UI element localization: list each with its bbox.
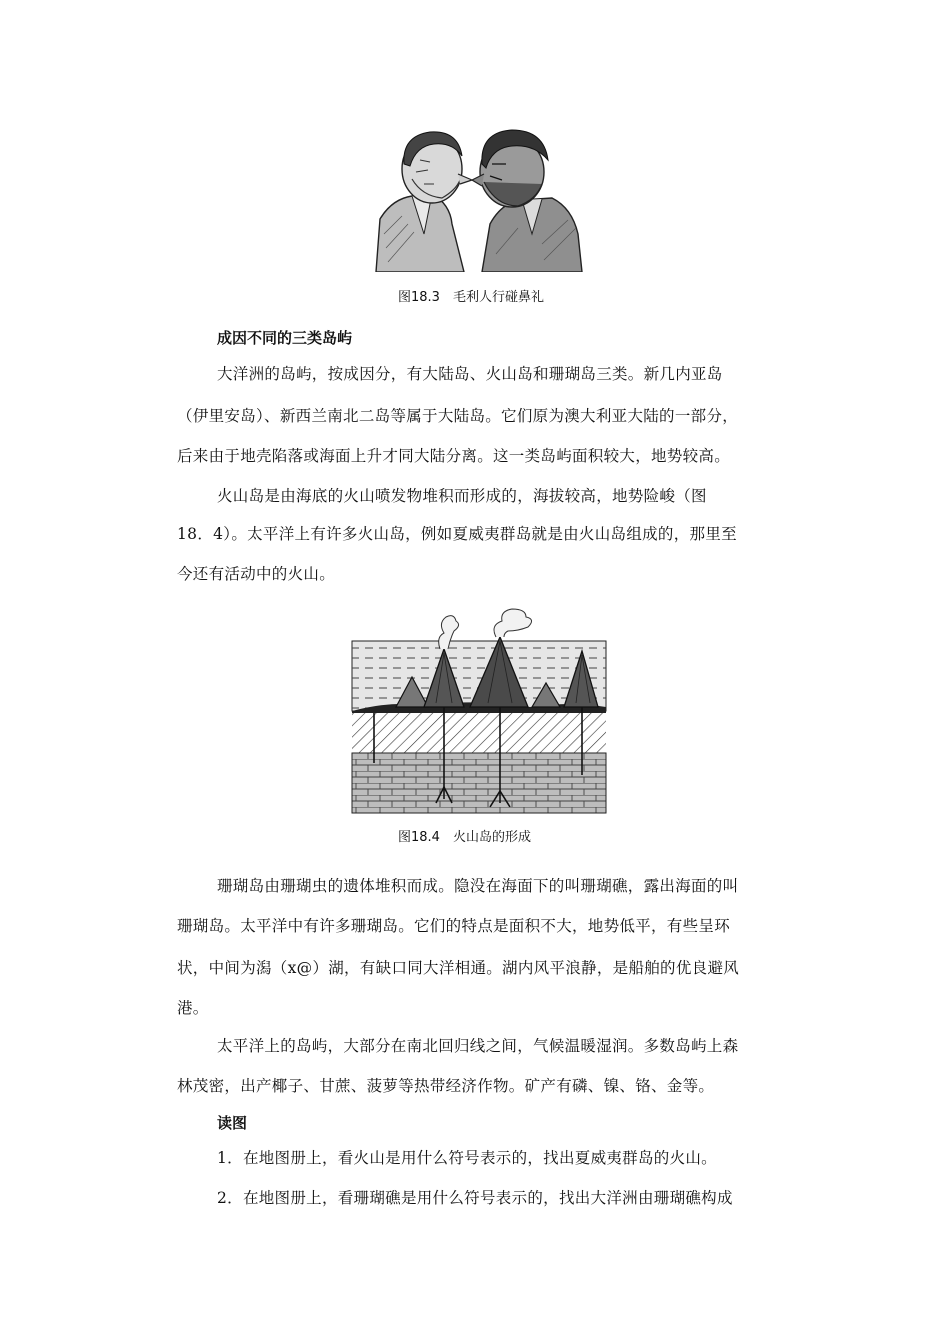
reading-item: 2．在地图册上，看珊瑚礁是用什么符号表示的，找出大洋洲由珊瑚礁构成: [217, 1189, 733, 1207]
paragraph-line: 珊瑚岛由珊瑚虫的遗体堆积而成。隐没在海面下的叫珊瑚礁，露出海面的叫: [217, 877, 739, 895]
paragraph-line: 火山岛是由海底的火山喷发物堆积而形成的，海拔较高，地势险峻（图: [217, 487, 707, 505]
paragraph-line: 太平洋上的岛屿，大部分在南北回归线之间，气候温暖湿润。多数岛屿上森: [217, 1037, 739, 1055]
maori-greeting-illustration: [372, 124, 584, 272]
reading-heading: 读图: [217, 1114, 248, 1132]
section-heading-island-types: 成因不同的三类岛屿: [217, 329, 353, 347]
paragraph-line: （伊里安岛）、新西兰南北二岛等属于大陆岛。它们原为澳大利亚大陆的一部分，: [177, 407, 739, 425]
figure-18-3-caption: 图18.3 毛利人行碰鼻礼: [398, 290, 544, 305]
paragraph-line: 后来由于地壳陷落或海面上升才同大陆分离。这一类岛屿面积较大，地势较高。: [177, 447, 731, 465]
figure-18-4-caption: 图18.4 火山岛的形成: [398, 830, 531, 845]
paragraph-line: 18．4）。太平洋上有许多火山岛，例如夏威夷群岛就是由火山岛组成的，那里至: [177, 525, 737, 543]
paragraph-line: 港。: [177, 999, 209, 1017]
paragraph-line: 林茂密，出产椰子、甘蔗、菠萝等热带经济作物。矿产有磷、镍、铬、金等。: [177, 1077, 715, 1095]
paragraph-line: 状，中间为潟（x@）湖，有缺口同大洋相通。湖内风平浪静，是船舶的优良避风: [177, 959, 740, 977]
paragraph-line: 今还有活动中的火山。: [177, 565, 336, 583]
figure-maori-greeting: [372, 124, 584, 272]
paragraph-line: 珊瑚岛。太平洋中有许多珊瑚岛。它们的特点是面积不大，地势低平，有些呈环: [177, 917, 731, 935]
reading-item: 1．在地图册上，看火山是用什么符号表示的，找出夏威夷群岛的火山。: [217, 1149, 717, 1167]
volcanic-island-illustration: [350, 603, 608, 815]
figure-volcanic-island-formation: [350, 603, 608, 815]
paragraph-line: 大洋洲的岛屿，按成因分，有大陆岛、火山岛和珊瑚岛三类。新几内亚岛: [217, 365, 723, 383]
